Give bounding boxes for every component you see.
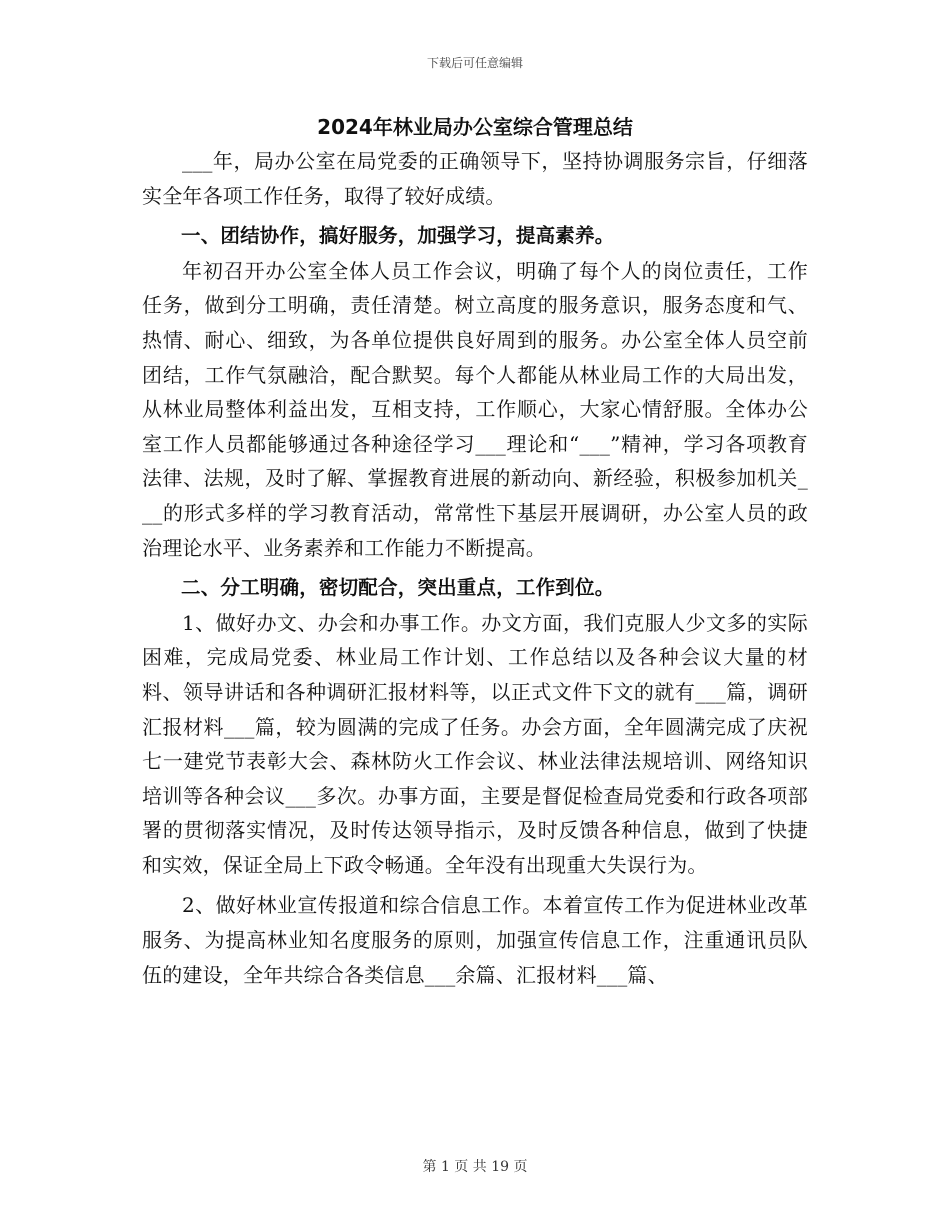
document-title: 2024年林业局办公室综合管理总结 (317, 115, 633, 139)
section-heading-2: 二、分工明确，密切配合，突出重点，工作到位。 (181, 576, 615, 600)
body-paragraph: 1、做好办文、办会和办事工作。办文方面，我们克服人少文多的实际困难，完成局党委、林业局工作计划、工作总结以及各种会议大量的材料、领导讲话和各种调研汇报材料等，以正式文件下文的就有___篇，调研汇报材料___篇，较为圆满的完成了任务。办会方面，全年圆满完成了庆祝七一建党节表彰大会、森林防火工作会议、林业法律法规培训、网络知识培训等各种会议___多次。办事方面，主要是督促检查局党委和行政各项部署的贯彻落实情况，及时传达领导指示，及时反馈各种信息，做到了快捷和实效，保证全局上下政令畅通。全年没有出现重大失误行为。 (142, 610, 808, 877)
body-paragraph: 年初召开办公室全体人员工作会议，明确了每个人的岗位责任，工作任务，做到分工明确，责任清楚。树立高度的服务意识，服务态度和气、热情、耐心、细致，为各单位提供良好周到的服务。办公室全体人员空前团结，工作气氛融洽，配合默契。每个人都能从林业局工作的大局出发，从林业局整体利益出发，互相支持，工作顺心，大家心情舒服。全体办公室工作人员都能够通过各种途径学习___理论和“___”精神，学习各项教育法律、法规，及时了解、掌握教育进展的新动向、新经验，积极参加机关___的形式多样的学习教育活动，常常性下基层开展调研，办公室人员的政治理论水平、业务素养和工作能力不断提高。 (142, 258, 808, 560)
intro-paragraph: ___年，局办公室在局党委的正确领导下，坚持协调服务宗旨，仔细落实全年各项工作任务，取得了较好成绩。 (142, 149, 808, 208)
body-paragraph: 2、做好林业宣传报道和综合信息工作。本着宣传工作为促进林业改革服务、为提高林业知名度服务的原则，加强宣传信息工作，注重通讯员队伍的建设，全年共综合各类信息___余篇、汇报材料___篇、 (142, 893, 808, 987)
page-number: 第 1 页 共 19 页 (422, 1159, 528, 1175)
header-note: 下载后可任意编辑 (426, 56, 523, 70)
document-body (142, 112, 808, 992)
section-heading-1: 一、团结协作，搞好服务，加强学习，提高素养。 (181, 224, 615, 248)
